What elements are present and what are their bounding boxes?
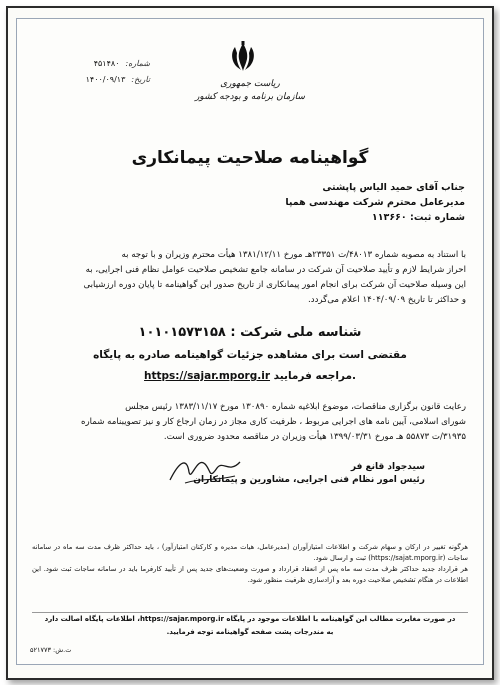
number-label: شماره: [125, 59, 150, 68]
organization-name [190, 78, 310, 104]
iran-emblem-icon [226, 40, 260, 74]
note-item: هر قرارداد جدید حداکثر ظرف مدت سه ماه پس از انعقاد قرارداد و صورت وضعیت‌های جدید پس از تأیید کارفرما باید در سامانه ساجات ثبت شود. این اطلاعات در هنگام تشخیص صلاحیت دوره بعد و آزادسازی ظرفیت منظور شود. [32, 565, 468, 584]
paragraph-line: با استناد به مصوبه شماره ۴۸۰۱۳/ت ۲۳۳۵۱هـ مورخ ۱۳۸۱/۱۲/۱۱ هیأت محترم وزیران و با توجه به [121, 250, 466, 260]
url-line [0, 370, 500, 382]
header-meta [30, 56, 150, 88]
paragraph-line: و حداکثر تا تاریخ ۱۴۰۴/۰۹/۰۹ اعلام می‌گردد. [308, 295, 466, 305]
sajar-link[interactable]: https://sajar.mporg.ir [144, 370, 271, 382]
date-label: تاریخ: [131, 75, 150, 84]
paragraph-line: ۳۱۹۳۵/ت ۵۵۸۷۳ هـ مورخ ۱۳۹۹/۰۳/۳۱ هیأت وزیران در مناقصه محدود ضروری است. [163, 432, 466, 442]
recipient-position: مدیرعامل محترم شرکت مهندسی همپا [285, 197, 465, 208]
footer-back-page-notice: به مندرجات پشت صفحه گواهینامه توجه فرمایید. [166, 628, 334, 636]
paragraph-line: احراز شرایط لازم و تأیید صلاحیت آن شرکت در سامانه جامع تشخیص صلاحیت عوامل نظام فنی اجرایی، به [85, 265, 466, 275]
refer-text: مراجعه فرمایید. [273, 370, 356, 382]
footer-validity-notice: در صورت مغایرت مطالب این گواهینامه با اطلاعات موجود در پایگاه https://sajar.mporg.ir، اطلاعات پایگاه اصالت دارد [32, 612, 468, 623]
paragraph-line: شورای اسلامی، آیین نامه های اجرایی مربوط ، ظرفیت کاری مجاز در زمان ارجاع کار و نیز تصویبنامه شماره [81, 417, 466, 427]
body-paragraph-2 [34, 400, 466, 445]
registration-number: شماره ثبت: ۱۱۳۶۶۰ [371, 212, 465, 223]
signer-name: سیدجواد قانع فر [350, 462, 425, 472]
recipient-block [165, 180, 465, 225]
org-line-planning: سازمان برنامه و بودجه کشور [195, 92, 305, 102]
paragraph-line: رعایت قانون برگزاری مناقصات، موضوع ابلاغیه شماره ۱۳۰۸۹۰ مورخ ۱۳۸۳/۱۱/۱۷ رئیس مجلس [125, 402, 466, 412]
note-item: هرگونه تغییر در ارکان و سهام شرکت و اطلاعات امتیازآوران (مدیرعامل، هیات مدیره و کارکنان امتیازآور) ، باید حداکثر ظرف مدت سه ماه در سامانه ساجات (https://sajat.mporg.ir) ثبت و ارسال شود. [32, 543, 468, 562]
paragraph-line: این وسیله صلاحیت آن شرکت برای انجام امور پیمانکاری از تاریخ صدور این گواهینامه تا پایان دوره ارزشیابی [83, 280, 466, 290]
body-paragraph-1 [34, 248, 466, 308]
number-value: ۴۵۱۴۸۰ [93, 59, 120, 68]
document-title: گواهینامه صلاحیت پیمانکاری [131, 148, 369, 168]
notes-block [32, 542, 468, 586]
recipient-name: جناب آقای حمید الیاس پاپشتی [322, 182, 465, 193]
date-value: ۱۴۰۰/۰۹/۱۳ [85, 75, 126, 84]
signer-block [165, 461, 425, 487]
signer-position: رئیس امور نظام فنی اجرایی، مشاورین و پیمانکاران [193, 475, 425, 485]
org-line-presidency: ریاست جمهوری [220, 79, 280, 89]
request-line: مقتضی است برای مشاهده جزئیات گواهینامه صادره به پایگاه [93, 349, 407, 361]
document-code: ت.ش: ۵۲۱۷۷۳ [30, 646, 72, 654]
national-id: شناسه ملی شرکت : ۱۰۱۰۱۵۷۳۱۵۸ [138, 325, 362, 340]
